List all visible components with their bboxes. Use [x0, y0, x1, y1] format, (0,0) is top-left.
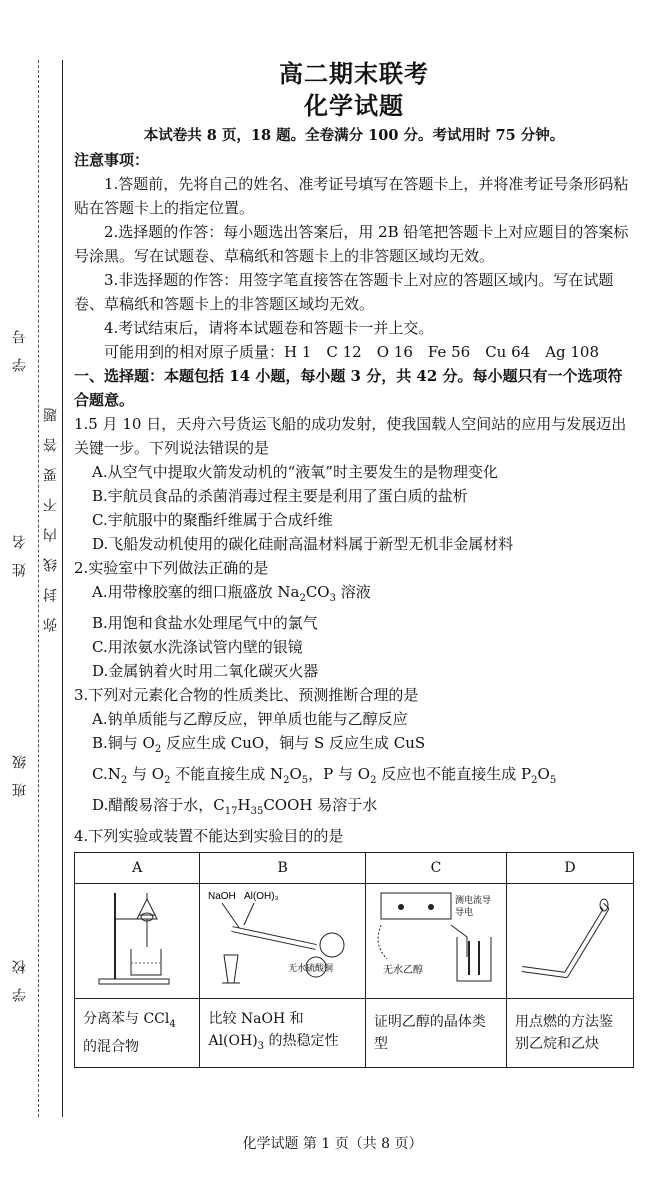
exam-info: 本试卷共 8 页，18 题。全卷满分 100 分。考试用时 75 分钟。	[143, 127, 565, 144]
seal-warning: 弥封线内不要答题	[43, 392, 59, 632]
caption-c: 证明乙醇的晶体类型	[365, 999, 506, 1068]
conductivity-test-icon	[367, 885, 505, 989]
note-item: 4.考试结束后，请将本试题卷和答题卡一并上交。	[104, 319, 434, 337]
option-a: A.钠单质能与乙醇反应，钾单质也能与乙醇反应	[92, 710, 408, 728]
option-d: D.金属钠着火时用二氧化碳灭火器	[92, 662, 319, 680]
note-item: 2.选择题的作答：每小题选出答案后，用 2B 铅笔把答题卡上对应题目的答案标号涂黑。写在试题卷、草稿纸和答题卡上的非答题区域均无效。	[74, 223, 629, 265]
option-b: B.铜与 $O_2$ 反应生成 CuO，铜与 S 反应生成 CuS	[92, 734, 426, 755]
header-d: D	[507, 853, 634, 884]
figure-d	[507, 884, 634, 999]
figure-c	[365, 884, 506, 999]
option-b: B.宇航员食品的杀菌消毒过程主要是利用了蛋白质的盐析	[92, 487, 468, 505]
cuso4-label: 无水硫酸铜	[287, 963, 333, 973]
seal-line	[62, 60, 63, 1117]
header-c: C	[365, 853, 506, 884]
school-label: 学 校	[12, 960, 28, 1002]
figure-b	[200, 884, 365, 999]
note-item: 3.非选择题的作答：用签字笔直接答在答题卡上对应的答题区域内。写在试题卷、草稿纸和答题卡上的非答题区域均无效。	[74, 271, 614, 313]
caption-a: 分离苯与 CCl$_4$ 的混合物	[75, 999, 200, 1068]
option-d: D.醋酸易溶于水，$C_{17}H_{35}COOH$ 易溶于水	[92, 796, 378, 817]
separatory-funnel-icon	[77, 885, 197, 989]
option-c: C.宇航服中的聚酯纤维属于合成纤维	[92, 511, 333, 529]
option-d: D.飞船发动机使用的碳化硅耐高温材料属于新型无机非金属材料	[92, 535, 514, 553]
question-2	[74, 556, 634, 683]
glass-tube-icon	[510, 885, 630, 989]
question-stem: 4.下列实验或装置不能达到实验目的的是	[74, 827, 344, 845]
header-a: A	[75, 853, 200, 884]
class-field	[10, 755, 30, 797]
meter-label-1: 测电流导	[454, 895, 491, 905]
school-field	[10, 960, 30, 1002]
student-id-field	[10, 330, 30, 372]
option-a: A.从空气中提取火箭发动机的“液氧”时主要发生的是物理变化	[92, 463, 498, 481]
note-item: 1.答题前，先将自己的姓名、准考证号填写在答题卡上，并将准考证号条形码粘贴在答题卡上的指定位置。	[74, 175, 629, 217]
exam-title: 高二期末联考	[279, 59, 429, 88]
section-heading: 一、选择题：本题包括 14 小题，每小题 3 分，共 42 分。每小题只有一个选项符合题意。	[74, 367, 623, 409]
name-field	[10, 535, 30, 577]
question-3	[74, 683, 634, 824]
exam-page	[74, 58, 634, 1068]
atomic-mass: 可能用到的相对原子质量：H 1 C 12 O 16 Fe 56 Cu 64 Ag 108	[104, 343, 600, 361]
question-1	[74, 412, 634, 556]
experiment-table	[74, 852, 634, 1068]
class-label: 班 级	[12, 755, 28, 797]
header-b: B	[200, 853, 365, 884]
aloh3-label: Al(OH)₃	[243, 891, 279, 902]
exam-subtitle: 化学试题	[304, 91, 404, 120]
option-c: C.用浓氨水洗涤试管内壁的银镜	[92, 638, 303, 656]
ethanol-label: 无水乙醇	[382, 965, 423, 976]
question-stem: 2.实验室中下列做法正确的是	[74, 559, 269, 577]
figure-a	[75, 884, 200, 999]
student-id-label: 学 号	[12, 330, 28, 372]
heating-apparatus-icon	[204, 885, 362, 989]
caption-b: 比较 NaOH 和 $Al(OH)_3$ 的热稳定性	[200, 999, 365, 1068]
caption-d: 用点燃的方法鉴别乙烷和乙炔	[507, 999, 634, 1068]
question-4	[74, 824, 634, 1068]
meter-label-2: 导电	[454, 907, 473, 917]
seal-margin	[0, 0, 66, 1177]
naoh-label: NaOH	[207, 891, 236, 902]
seal-dashed-line	[38, 60, 39, 1117]
page-footer: 化学试题 第 1 页（共 8 页）	[242, 1136, 423, 1152]
name-label: 姓 名	[12, 535, 28, 577]
question-stem: 1.5 月 10 日，天舟六号货运飞船的成功发射，使我国载人空间站的应用与发展迈出关键一步。下列说法错误的是	[74, 415, 627, 457]
question-stem: 3.下列对元素化合物的性质类比、预测推断合理的是	[74, 686, 419, 704]
notes-heading: 注意事项：	[74, 151, 150, 169]
option-a: A.用带橡胶塞的细口瓶盛放 $Na_2CO_3$ 溶液	[92, 583, 371, 604]
option-b: B.用饱和食盐水处理尾气中的氯气	[92, 614, 318, 632]
option-c: $C.N_2$ 与 $O_2$ 不能直接生成 $N_2O_5$，P 与 $O_2$ 反应也不能直接生成 $P_2O_5$	[92, 765, 557, 786]
